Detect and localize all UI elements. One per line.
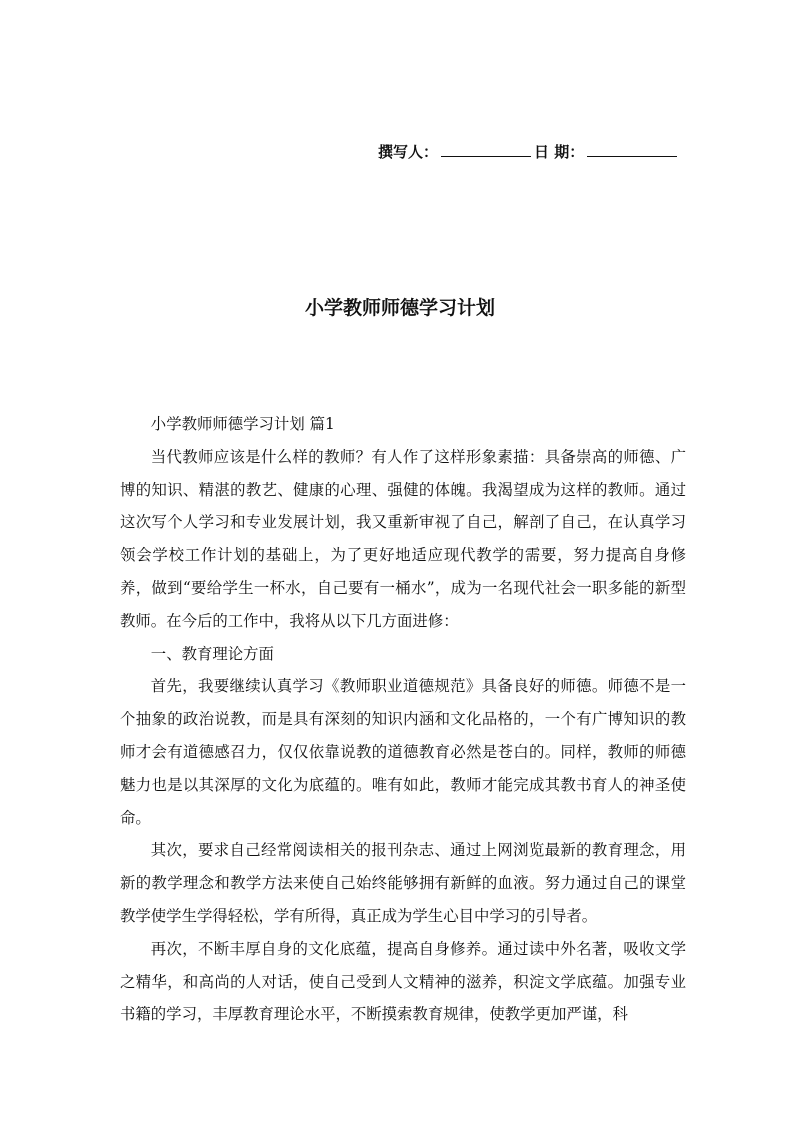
document-title: 小学教师师德学习计划 [304,297,495,319]
date-label: 日 期： [534,143,585,161]
section-heading: 一、教育理论方面 [150,644,274,663]
paragraph-first: 首先，我要继续认真学习《教师职业道德规范》具备良好的师德。师德不是一个抽象的政治说教，而是具有深刻的知识内涵和文化品格的，一个有广博知识的教师才会有道德感召力，仅仅依靠说教的道德教育必然是苍白的。同样，教师的师德魅力也是以其深厚的文化为底蕴的。唯有如此，教师才能完成其教书育人的神圣使命。 [120,677,686,827]
date-blank-line [587,155,677,157]
paragraph-intro: 当代教师应该是什么样的教师？有人作了这样形象素描：具备崇高的师德、广博的知识、精湛的教艺、健康的心理、强健的体魄。我渴望成为这样的教师。通过这次写个人学习和专业发展计划，我又重新审视了自己，解剖了自己，在认真学习领会学校工作计划的基础上，为了更好地适应现代教学的需要，努力提高自身修养，做到“要给学生一杯水，自己要有一桶水”，成为一名现代社会一职多能的新型教师。在今后的工作中，我将从以下几方面进修： [120,447,686,630]
author-label: 撰写人： [378,143,439,161]
paragraph-second: 其次，要求自己经常阅读相关的报刊杂志、通过上网浏览最新的教育理念，用新的教学理念和教学方法来使自己始终能够拥有新鲜的血液。努力通过自己的课堂教学使学生学得轻松，学有所得，真正成为学生心目中学习的引导者。 [120,841,686,925]
author-date-line [378,140,688,164]
section-subtitle: 小学教师师德学习计划 篇1 [150,415,335,433]
author-blank-line [441,155,531,157]
document-body [120,408,686,1031]
paragraph-third: 再次，不断丰厚自身的文化底蕴，提高自身修养。通过读中外名著，吸收文学之精华，和高尚的人对话，使自己受到人文精神的滋养，积淀文学底蕴。加强专业书籍的学习，丰厚教育理论水平，不断摸索教育规律，使教学更加严谨，科 [120,939,686,1024]
